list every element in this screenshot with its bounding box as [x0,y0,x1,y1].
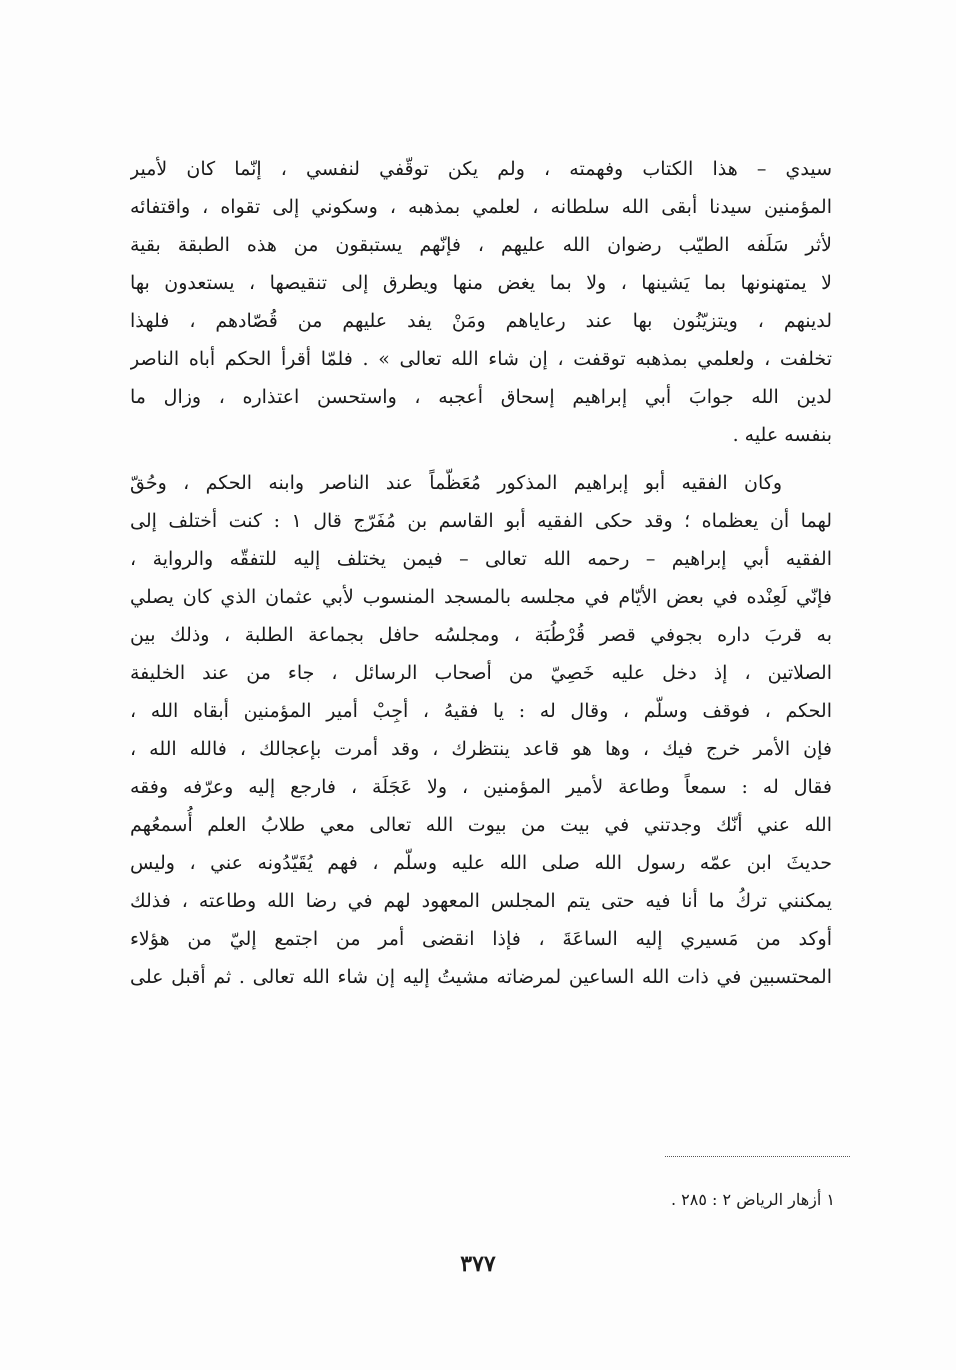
text-line: حديثَ ابن عمّه رسول الله صلى الله عليه وسلّم ، فهم يُقَيّدُونه عني ، وليس [130,852,832,874]
text-line: فإنّي لَعِنْده في بعض الأيّام في مجلسه بالمسجد المنسوب لأبي عثمان الذي كان يصلي [130,586,832,608]
page-number: ٣٧٧ [460,1251,496,1277]
text-line: الصلاتين ، إذ دخل عليه خَصِيّ من أصحاب الرسائل ، جاء من عند الخليفة [130,662,832,684]
footnote-divider [665,1156,850,1157]
text-line: الحكم ، فوقف وسلّم ، وقال له : يا فقيهُ ، أجِبْ أمير المؤمنين أبقاه الله ، [130,700,832,722]
text-line: فقال له : سمعاً وطاعة لأمير المؤمنين ، ولا عَجَلَة ، فارجع إليه وعرّفه وفقه [130,776,832,798]
text-line: الفقيه أبي إبراهيم – رحمه الله تعالى – فيمن يختلف إليه للتفقّه والرواية ، [130,548,832,570]
main-text [130,150,832,996]
text-line: لأثر سَلَفه الطيّب رضوان الله عليهم ، فإنّهم يستبقون من هذه الطبقة بقية [130,234,832,256]
text-line: به قربَ داره بجوفي قصر قُرْطُبَة ، ومجلسُه حافل بجماعة الطلبة ، وذلك بين [130,624,832,646]
text-line: سيدي – هذا الكتاب وفهمته ، ولم يكن توقّفي لنفسي ، إنّما كان لأمير [130,158,832,180]
text-line: بنفسه عليه . [732,424,832,446]
text-line: لا يمتهنونها بما يَشينها ، ولا بما يغض منها ويطرق إلى تنقيصها ، يستعدون بها [130,272,832,294]
paragraph-2 [130,464,832,996]
text-line: المؤمنين سيدنا أبقى الله سلطانه ، لعلمي بمذهبه ، وسكوني إلى تقواه ، واقتفائه [130,196,832,218]
text-line: لهما أن يعظماه ؛ وقد حكى الفقيه أبو القاسم بن مُفَرّج قال ١ : كنت أختلف إلى [130,510,832,532]
text-line: فإن الأمر خرج فيك ، وها هو قاعد ينتظرك ، وقد أمرت بإعجالك ، فالله الله ، [130,738,832,760]
footnote: ١ أزهار الرياض ٢ : ٢٨٥ . [671,1190,835,1209]
text-line: المحتسبين في ذات الله الساعين لمرضاته مشيتُ إليه إن شاء الله تعالى . ثم أقبل على [130,966,832,988]
paragraph-gap [130,454,832,464]
text-line: الله عني أنّك وجدتني في بيت من بيوت الله تعالى معي طلابُ العلم أُسمعُهم [130,814,832,836]
paragraph-1 [130,150,832,454]
text-line: تخلفت ، ولعلمي بمذهبه توقفت ، إن شاء الله تعالى » . فلمّا أقرأ الحكم أباه الناصر [130,348,832,370]
text-line: لدين الله جوابَ أبي إبراهيم إسحاق أعجبه ، واستحسن اعتذاره ، وزال ما [130,386,832,408]
text-line: أوكد من مَسيري إليه الساعَةَ ، فإذا انقضى أمر من اجتمع إليّ من هؤلاء [130,928,832,950]
text-line: لدينهم ، ويتزيّنُون بها عند رعاياهم ومَنْ يفد عليهم من قُصّادهم ، فلهذا [130,310,832,332]
text-line: يمكنني تركُ ما أنا فيه حتى يتم المجلس المعهود لهم في رضا الله وطاعته ، فذلك [130,890,832,912]
text-line: وكان الفقيه أبو إبراهيم المذكور مُعَظّماً عند الناصر وابنه الحكم ، وحُقّ [130,472,782,494]
